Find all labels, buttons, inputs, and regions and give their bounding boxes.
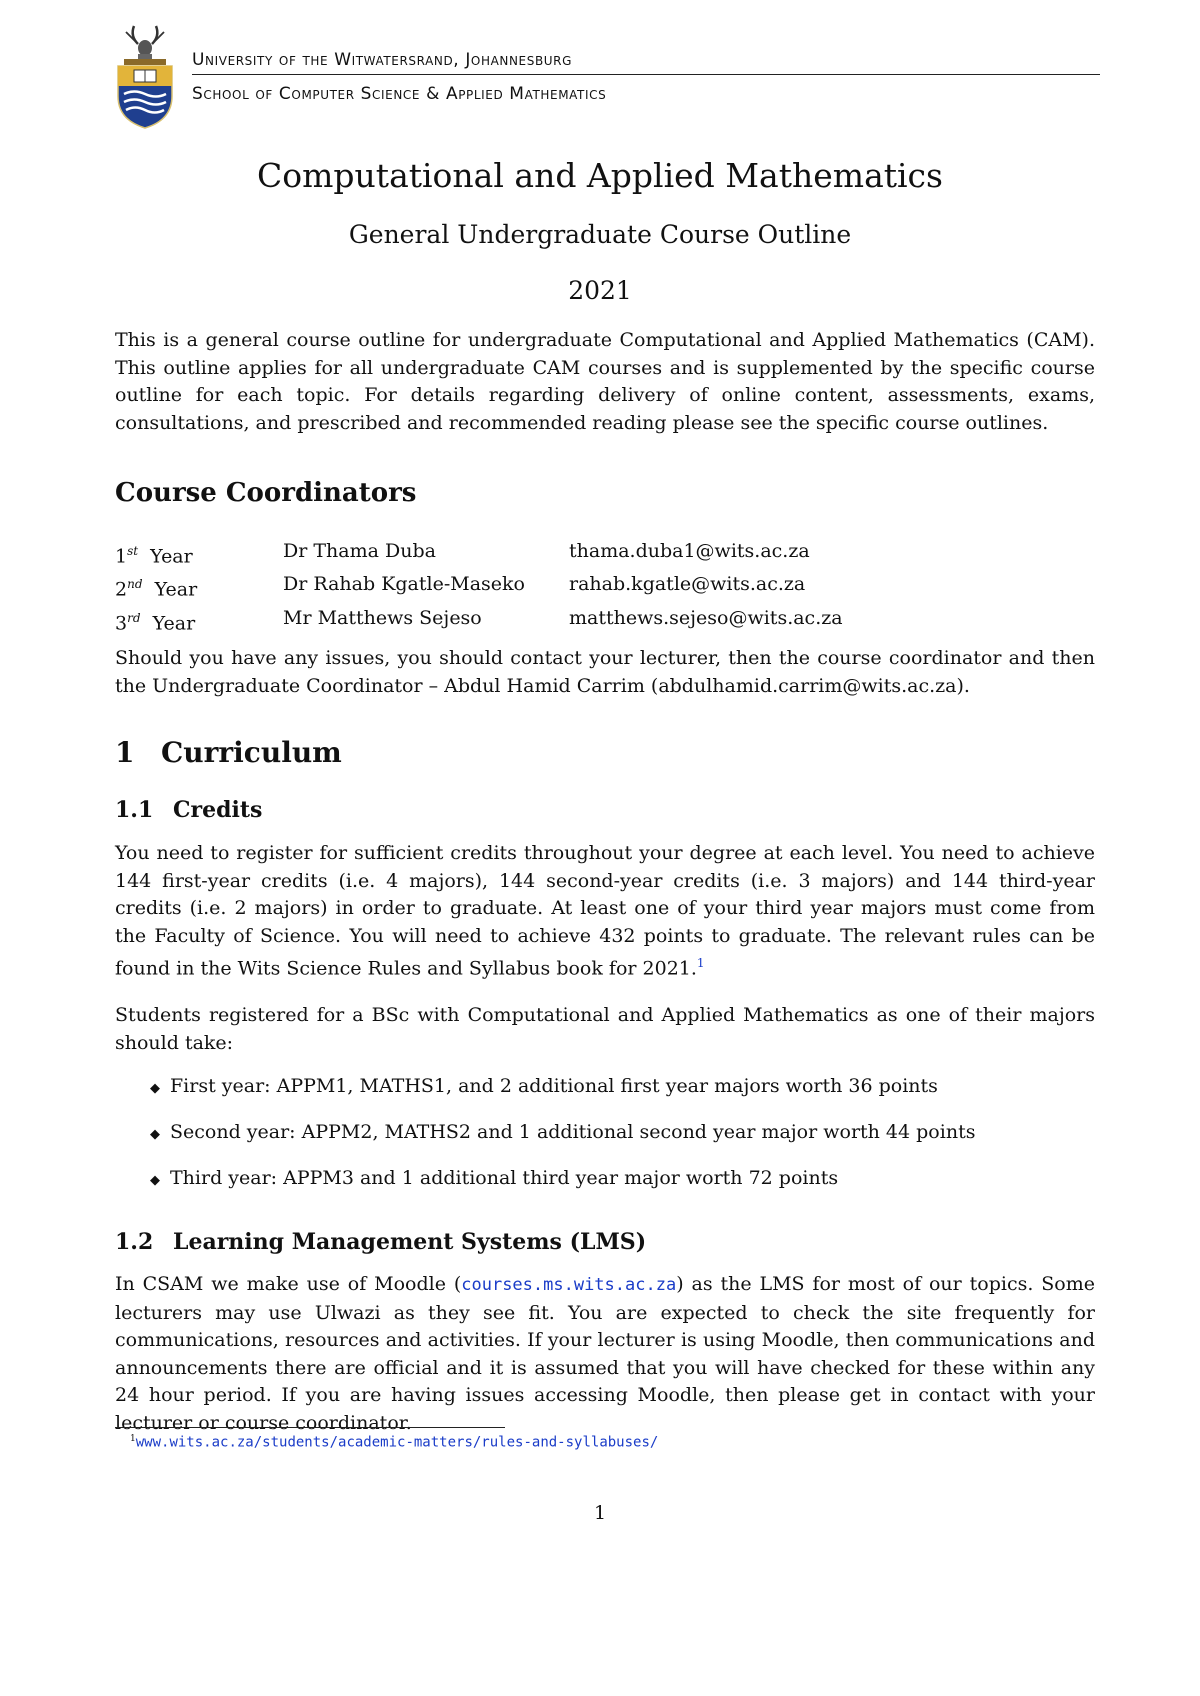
document-title: Computational and Applied Mathematics <box>257 156 943 195</box>
lms-paragraph: In CSAM we make use of Moodle (courses.ms.wits.ac.za) as the LMS for most of our topics. Some lecturers may use Ulwazi as they see fit. You are expected to check the site frequently for communications, resources and activities. If your lecturer is using Moodle, then communications and announcements there are official and it is assumed that you will have checked for these within any 24 hour period. If you are having issues accessing Moodle, then please get in contact with your lecturer or course coordinator. <box>115 1273 1095 1434</box>
credits-paragraph: You need to register for sufficient credits throughout your degree at each level. You need to achieve 144 first-year credits (i.e. 4 majors), 144 second-year credits (i.e. 3 majors) and 144 third-year credits (i.e. 2 majors) in order to graduate. At least one of your third year majors must come from the Faculty of Science. You will need to achieve 432 points to graduate. The relevant rules can be found in the Wits Science Rules and Syllabus book for 2021.$^1$ <box>115 842 1095 980</box>
coordinator-year: 1st Year <box>115 544 193 568</box>
footnote-link[interactable]: www.wits.ac.za/students/academic-matters/rules-and-syllabuses/ <box>135 1434 659 1451</box>
majors-list <box>150 1075 975 1213</box>
school-name: School of Computer Science & Applied Mathematics <box>192 84 607 104</box>
coordinator-row <box>115 537 843 570</box>
coordinator-email[interactable]: rahab.kgatle@wits.ac.za <box>569 573 806 596</box>
document-subtitle: General Undergraduate Course Outline <box>348 220 852 249</box>
coordinator-name: Dr Thama Duba <box>283 540 436 562</box>
document-year: 2021 <box>568 276 632 305</box>
page-number: 1 <box>593 1502 607 1524</box>
section-heading-curriculum: 1 Curriculum <box>115 736 342 769</box>
subsection-heading-lms: 1.2 Learning Management Systems (LMS) <box>115 1229 647 1255</box>
university-name: University of the Witwatersrand, Johannesburg <box>192 50 1100 75</box>
coordinator-year: 2nd Year <box>115 577 198 601</box>
list-item: ◆ First year: APPM1, MATHS1, and 2 additional first year majors worth 36 points <box>150 1075 975 1121</box>
coordinators-table <box>115 537 843 637</box>
subsection-heading-credits: 1.1 Credits <box>115 797 263 823</box>
footnote-divider <box>115 1427 505 1428</box>
list-item: ◆ Third year: APPM3 and 1 additional third year major worth 72 points <box>150 1167 975 1213</box>
coordinator-email[interactable]: matthews.sejeso@wits.ac.za <box>569 606 843 629</box>
bullet-icon: ◆ <box>150 1081 160 1096</box>
coordinator-year: 3rd Year <box>115 610 196 634</box>
coordinator-email[interactable]: thama.duba1@wits.ac.za <box>569 540 810 562</box>
moodle-link[interactable]: courses.ms.wits.ac.za <box>461 1275 677 1295</box>
footnote-marker[interactable]: 1 <box>696 956 705 970</box>
wits-crest-icon <box>112 22 178 132</box>
students-paragraph: Students registered for a BSc with Computational and Applied Mathematics as one of their majors should take: <box>115 1004 1095 1054</box>
bullet-icon: ◆ <box>150 1127 160 1142</box>
coordinator-name: Dr Rahab Kgatle-Maseko <box>283 573 525 596</box>
intro-paragraph: This is a general course outline for undergraduate Computational and Applied Mathematics (CAM). This outline applies for all undergraduate CAM courses and is supplemented by the specific course outline for each topic. For details regarding delivery of online content, assessments, exams, consultations, and prescribed and recommended reading please see the specific course outlines. <box>115 329 1095 434</box>
bullet-icon: ◆ <box>150 1173 160 1188</box>
coordinator-name: Mr Matthews Sejeso <box>283 606 482 629</box>
footnote: $^1$www.wits.ac.za/students/academic-matters/rules-and-syllabuses/ <box>130 1434 659 1451</box>
coordinators-heading: Course Coordinators <box>115 478 417 508</box>
list-item: ◆ Second year: APPM2, MATHS2 and 1 additional second year major worth 44 points <box>150 1121 975 1167</box>
coordinator-row <box>115 604 843 637</box>
coordinator-row <box>115 570 843 603</box>
contact-paragraph: Should you have any issues, you should contact your lecturer, then the course coordinator and then the Undergraduate Coordinator – Abdul Hamid Carrim (abdulhamid.carrim@wits.ac.za). <box>115 647 1095 697</box>
